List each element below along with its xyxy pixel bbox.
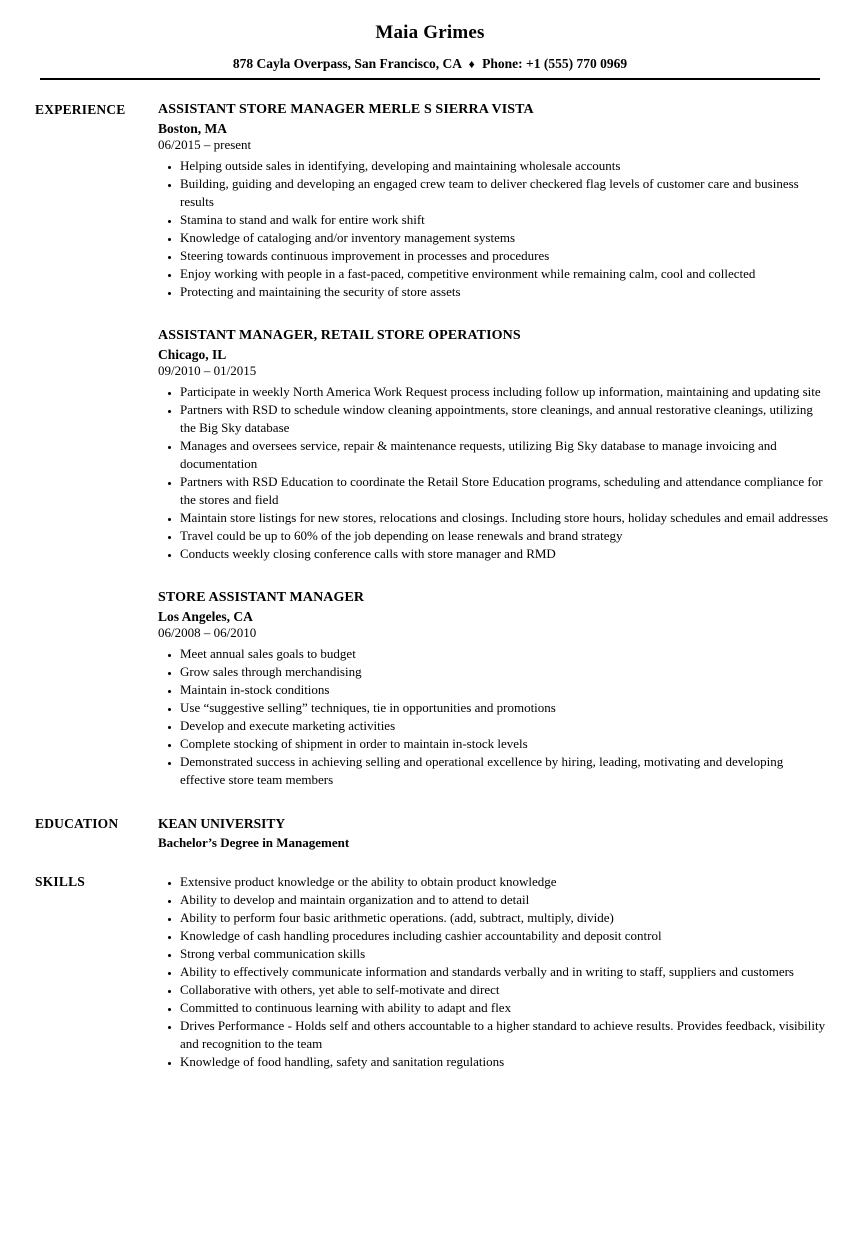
bullet-item: • Grow sales through merchandising [180,663,830,681]
bullet-item: • Travel could be up to 60% of the job depending on lease renewals and brand strategy [180,527,830,545]
resume-header [0,22,860,80]
bullet-item: • Participate in weekly North America Work Request process including follow up information, maintaining and updating site [180,383,830,401]
bullet-item: • Steering towards continuous improvement in processes and procedures [180,247,830,265]
bullet-item: • Extensive product knowledge or the ability to obtain product knowledge [180,873,830,891]
phone-text: Phone: +1 (555) 770 0969 [482,56,628,71]
bullet-item: • Knowledge of cataloging and/or inventory management systems [180,229,830,247]
skills-content [158,873,830,1071]
section-label-experience: EXPERIENCE [35,102,126,117]
job-entry-1 [158,101,830,301]
contact-line [0,56,860,72]
bullet-item: • Conducts weekly closing conference calls with store manager and RMD [180,545,830,563]
bullet-item: • Use “suggestive selling” techniques, tie in opportunities and promotions [180,699,830,717]
bullet-item: • Develop and execute marketing activities [180,717,830,735]
experience-content [158,101,830,789]
bullet-item: • Strong verbal communication skills [180,945,830,963]
education-section [0,815,860,853]
job-dates: 09/2010 – 01/2015 [158,363,257,378]
bullet-item: • Manages and oversees service, repair & maintenance requests, utilizing Big Sky database to manage invoicing and documentation [180,437,830,473]
job-location: Boston, MA [158,121,228,136]
bullet-item: • Meet annual sales goals to budget [180,645,830,663]
job-entry-2 [158,327,830,563]
address-text: 878 Cayla Overpass, San Francisco, CA [232,56,462,71]
job-title: ASSISTANT STORE MANAGER MERLE S SIERRA VISTA [158,102,534,117]
section-label-skills: SKILLS [35,874,85,889]
bullet-item: • Ability to effectively communicate information and standards verbally and in writing to staff, suppliers and customers [180,963,830,981]
bullet-item: • Ability to develop and maintain organization and to attend to detail [180,891,830,909]
job-location: Chicago, IL [158,347,227,362]
bullet-item: • Maintain store listings for new stores, relocations and closings. Including store hours, holiday schedules and email addresses [180,509,830,527]
bullet-item: • Partners with RSD to schedule window cleaning appointments, store cleanings, and annual restorative cleanings, utilizing the Big Sky database [180,401,830,437]
bullet-item: • Drives Performance - Holds self and others accountable to a higher standard to achieve results. Provides feedback, visibility and recognition to the team [180,1017,830,1053]
education-degree: Bachelor’s Degree in Management [158,835,350,850]
experience-section [0,101,860,789]
bullet-item: • Knowledge of cash handling procedures including cashier accountability and deposit control [180,927,830,945]
bullet-item: • Ability to perform four basic arithmetic operations. (add, subtract, multiply, divide) [180,909,830,927]
skills-section [0,873,860,1071]
job-bullet-list [158,383,830,563]
bullet-item: • Maintain in-stock conditions [180,681,830,699]
job-title: STORE ASSISTANT MANAGER [158,590,365,605]
job-location: Los Angeles, CA [158,609,253,624]
job-title: ASSISTANT MANAGER, RETAIL STORE OPERATIONS [158,328,521,343]
section-label-education: EDUCATION [35,816,119,831]
bullet-item: • Partners with RSD Education to coordinate the Retail Store Education programs, scheduling and attendance compliance for the stores and field [180,473,830,509]
bullet-item: • Complete stocking of shipment in order to maintain in-stock levels [180,735,830,753]
bullet-item: • Demonstrated success in achieving selling and operational excellence by hiring, leading, motivating and developing effective store team members [180,753,830,789]
bullet-item: • Collaborative with others, yet able to self-motivate and direct [180,981,830,999]
diamond-separator-icon: ♦ [468,57,475,71]
bullet-item: • Enjoy working with people in a fast-paced, competitive environment while remaining calm, cool and collected [180,265,830,283]
education-content [158,815,830,853]
job-bullet-list [158,157,830,301]
bullet-item: • Building, guiding and developing an engaged crew team to deliver checkered flag levels of customer care and business results [180,175,830,211]
bullet-item: • Committed to continuous learning with ability to adapt and flex [180,999,830,1017]
job-dates: 06/2015 – present [158,137,252,152]
skills-bullet-list [158,873,830,1071]
job-bullet-list [158,645,830,789]
bullet-item: • Knowledge of food handling, safety and sanitation regulations [180,1053,830,1071]
header-divider [40,78,820,80]
job-entry-3 [158,589,830,789]
job-dates: 06/2008 – 06/2010 [158,625,257,640]
bullet-item: • Protecting and maintaining the security of store assets [180,283,830,301]
education-school: KEAN UNIVERSITY [158,816,286,831]
candidate-name: Maia Grimes [375,22,485,43]
bullet-item: • Stamina to stand and walk for entire work shift [180,211,830,229]
bullet-item: • Helping outside sales in identifying, developing and maintaining wholesale accounts [180,157,830,175]
